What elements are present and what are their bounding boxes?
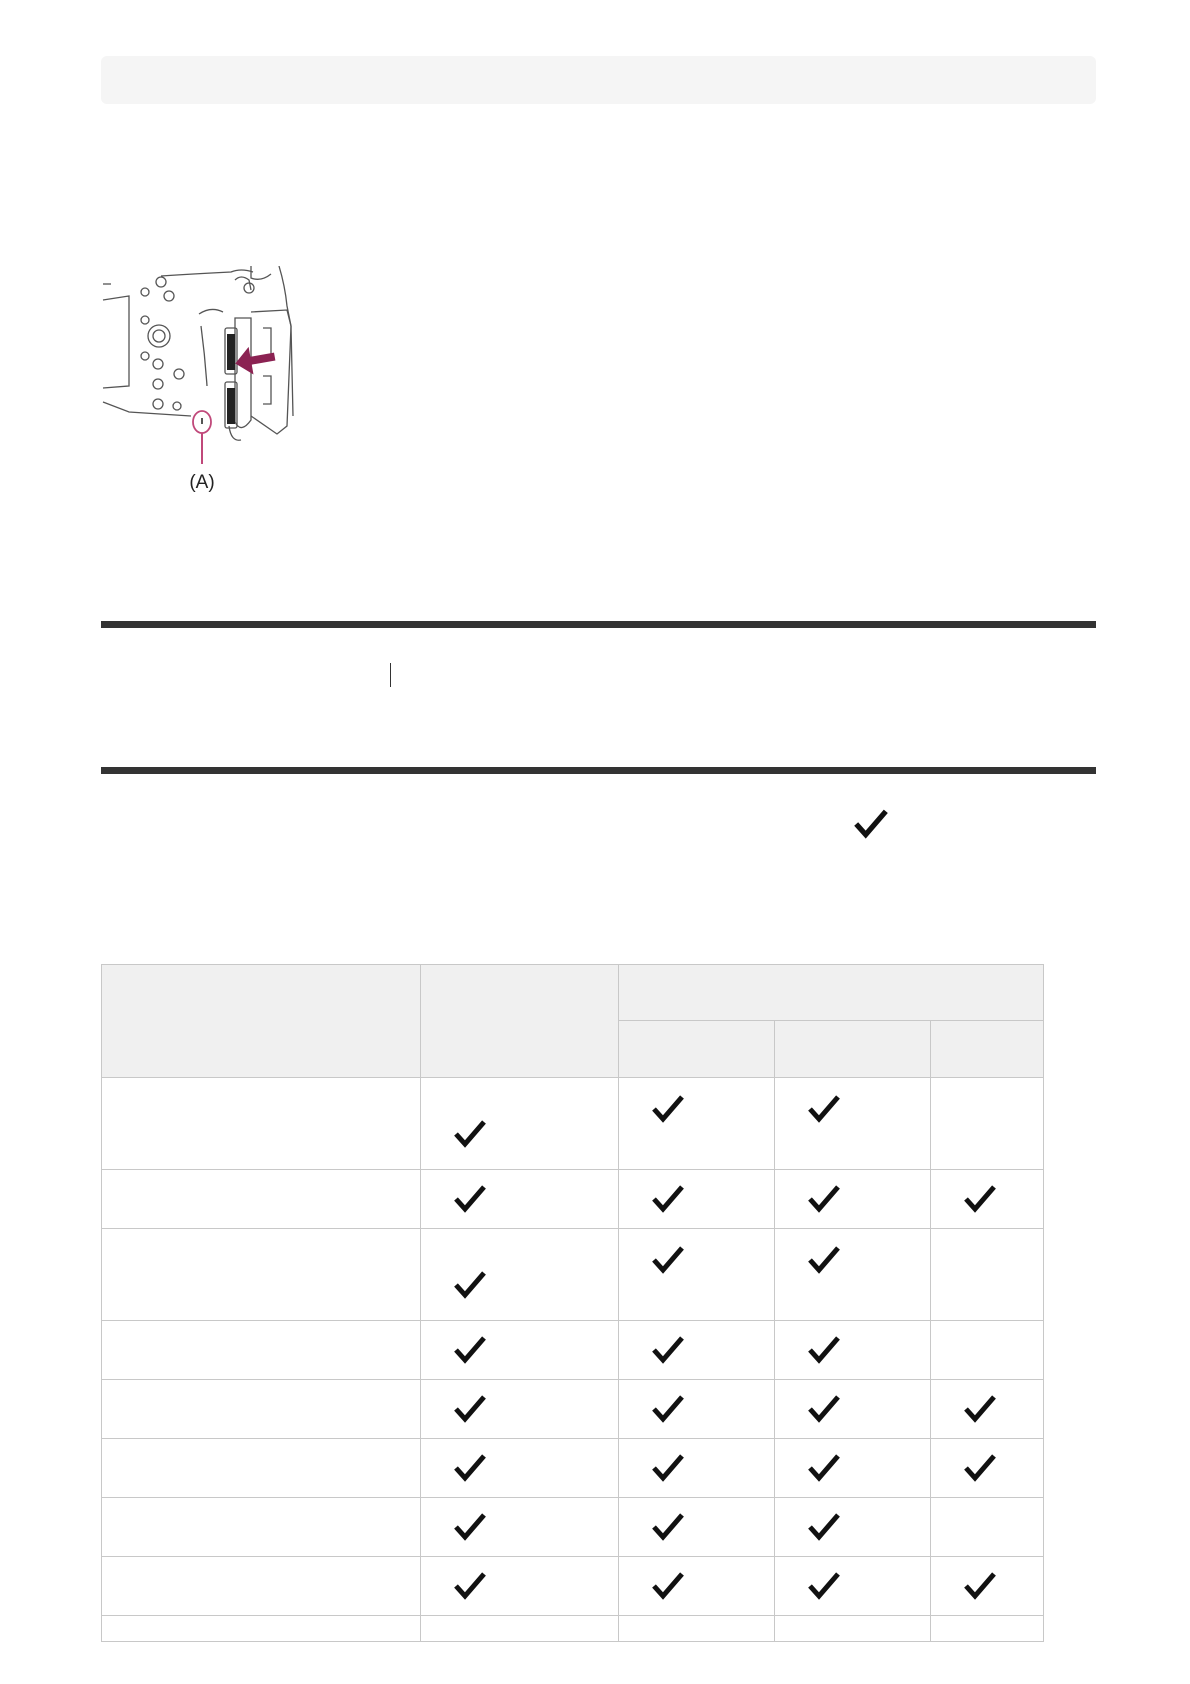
table-subheader-cell	[931, 1021, 1044, 1078]
section-rule-bottom	[101, 767, 1096, 774]
table-row	[102, 1498, 1044, 1557]
compat-cell	[775, 1170, 931, 1229]
check-icon	[651, 1184, 685, 1214]
check-icon	[853, 808, 889, 840]
compat-cell	[931, 1616, 1044, 1642]
check-icon	[963, 1453, 997, 1483]
callout-label: (A)	[189, 472, 215, 493]
compat-cell	[931, 1170, 1044, 1229]
row-label-cell	[102, 1229, 421, 1321]
row-label-cell	[102, 1498, 421, 1557]
check-icon	[963, 1184, 997, 1214]
row-label-cell	[102, 1616, 421, 1642]
check-icon	[453, 1453, 487, 1483]
table-row	[102, 1380, 1044, 1439]
compat-cell	[931, 1498, 1044, 1557]
check-icon	[963, 1394, 997, 1424]
check-icon	[807, 1571, 841, 1601]
compat-cell	[931, 1380, 1044, 1439]
compat-cell	[421, 1229, 619, 1321]
check-icon	[651, 1094, 685, 1124]
check-icon	[453, 1571, 487, 1601]
section-rule-top	[101, 621, 1096, 628]
column-divider	[390, 663, 391, 687]
table-subheader-cell	[775, 1021, 931, 1078]
compat-cell	[421, 1078, 619, 1170]
row-label-cell	[102, 1170, 421, 1229]
check-icon	[807, 1335, 841, 1365]
compat-cell	[931, 1557, 1044, 1616]
compat-cell	[421, 1439, 619, 1498]
check-icon	[807, 1453, 841, 1483]
compat-cell	[619, 1498, 775, 1557]
compat-cell	[421, 1557, 619, 1616]
row-label-cell	[102, 1557, 421, 1616]
compat-cell	[421, 1170, 619, 1229]
table-header-cell	[102, 965, 421, 1078]
compat-cell	[775, 1380, 931, 1439]
compat-cell	[619, 1229, 775, 1321]
camera-card-slot-illustration	[101, 266, 311, 498]
row-label-cell	[102, 1439, 421, 1498]
check-icon	[807, 1184, 841, 1214]
check-icon	[963, 1571, 997, 1601]
compat-cell	[619, 1616, 775, 1642]
compat-cell	[775, 1078, 931, 1170]
check-icon	[651, 1571, 685, 1601]
check-icon	[807, 1394, 841, 1424]
table-header-group	[619, 965, 1044, 1021]
table-header-cell	[421, 965, 619, 1078]
table-row	[102, 1557, 1044, 1616]
check-icon	[651, 1394, 685, 1424]
table-row	[102, 1439, 1044, 1498]
compat-cell	[775, 1616, 931, 1642]
table-row	[102, 1078, 1044, 1170]
check-icon	[453, 1335, 487, 1365]
row-label-cell	[102, 1321, 421, 1380]
compat-cell	[619, 1557, 775, 1616]
table-row	[102, 1170, 1044, 1229]
check-icon	[453, 1512, 487, 1542]
compat-cell	[421, 1616, 619, 1642]
compat-cell	[931, 1439, 1044, 1498]
check-icon	[807, 1245, 841, 1275]
row-label-cell	[102, 1078, 421, 1170]
check-icon	[651, 1512, 685, 1542]
compat-cell	[421, 1380, 619, 1439]
check-icon	[807, 1094, 841, 1124]
compat-cell	[775, 1229, 931, 1321]
table-row	[102, 1616, 1044, 1642]
compat-cell	[421, 1321, 619, 1380]
compat-cell	[775, 1321, 931, 1380]
check-icon	[453, 1119, 487, 1149]
check-icon	[651, 1245, 685, 1275]
compat-cell	[619, 1170, 775, 1229]
check-icon	[651, 1335, 685, 1365]
compat-cell	[775, 1439, 931, 1498]
table-subheader-cell	[619, 1021, 775, 1078]
compat-cell	[775, 1498, 931, 1557]
compat-cell	[931, 1078, 1044, 1170]
check-icon	[453, 1270, 487, 1300]
compatibility-table	[101, 964, 1044, 1642]
table-row	[102, 1321, 1044, 1380]
row-label-cell	[102, 1380, 421, 1439]
compat-cell	[619, 1078, 775, 1170]
check-icon	[807, 1512, 841, 1542]
compat-cell	[619, 1321, 775, 1380]
table-row	[102, 1229, 1044, 1321]
check-icon	[453, 1184, 487, 1214]
header-bar	[101, 56, 1096, 104]
compat-cell	[421, 1498, 619, 1557]
compat-cell	[931, 1321, 1044, 1380]
check-icon	[651, 1453, 685, 1483]
check-icon	[453, 1394, 487, 1424]
compat-cell	[619, 1380, 775, 1439]
compat-cell	[775, 1557, 931, 1616]
compat-cell	[931, 1229, 1044, 1321]
compat-cell	[619, 1439, 775, 1498]
